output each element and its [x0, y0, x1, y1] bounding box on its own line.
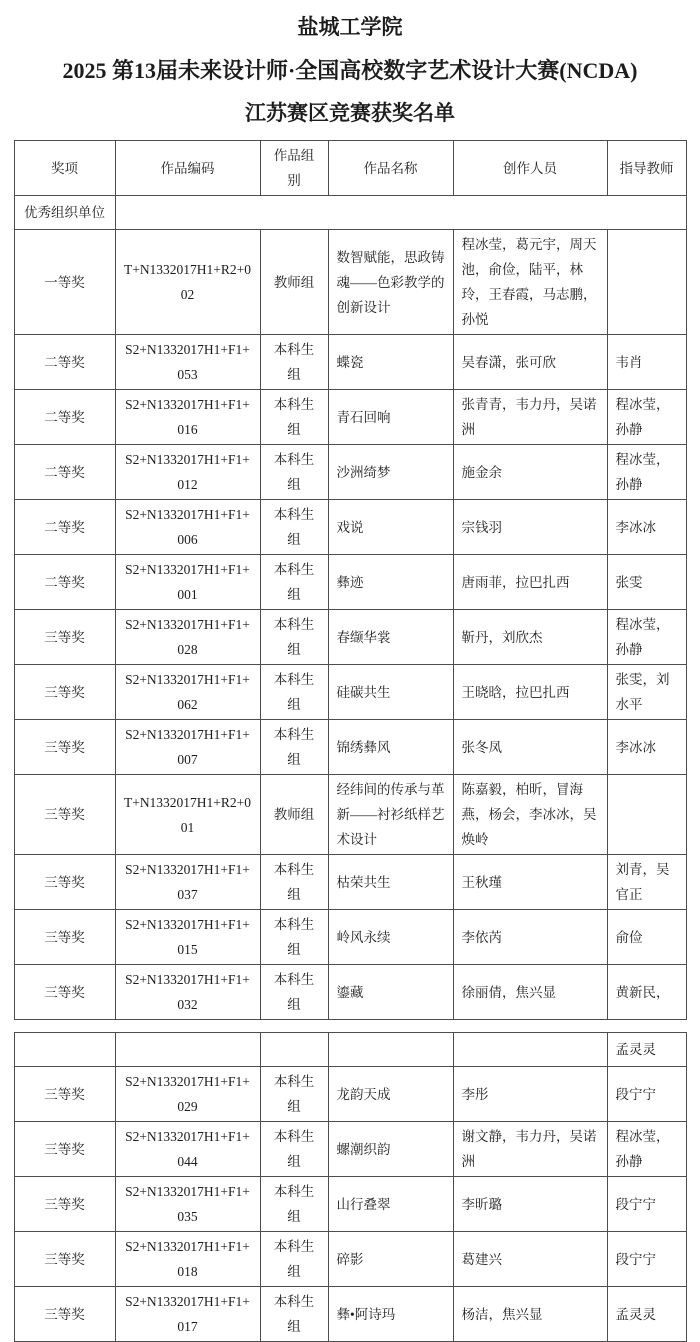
table-cell: S2+N1332017H1+F1+053 [115, 335, 260, 390]
table-cell: 彝•阿诗玛 [328, 1287, 453, 1342]
table-cell: 徐丽倩，焦兴显 [453, 965, 607, 1020]
table-cell: S2+N1332017H1+F1+012 [115, 445, 260, 500]
award-row [14, 1122, 686, 1177]
award-row [14, 665, 686, 720]
table-cell: 本科生组 [260, 500, 328, 555]
table-cell: 唐雨菲，拉巴扎西 [453, 555, 607, 610]
table-cell: 葛建兴 [453, 1232, 607, 1287]
table-cell: 段宁宁 [607, 1177, 686, 1232]
table-cell: 春缬华裳 [328, 610, 453, 665]
table-cell: 三等奖 [14, 1067, 115, 1122]
table-cell [260, 1033, 328, 1067]
table-cell [607, 230, 686, 335]
table-cell: 优秀组织单位 [14, 196, 115, 230]
table-cell: S2+N1332017H1+F1+037 [115, 855, 260, 910]
award-row [14, 230, 686, 335]
table-cell: 本科生组 [260, 665, 328, 720]
table-cell: 岭风永续 [328, 910, 453, 965]
table-cell [115, 1033, 260, 1067]
table-cell: 段宁宁 [607, 1067, 686, 1122]
page-title: 盐城工学院 [297, 15, 403, 39]
table-cell: 张冬凤 [453, 720, 607, 775]
award-row [14, 1177, 686, 1232]
award-row [14, 610, 686, 665]
award-row [14, 1232, 686, 1287]
table-cell: 本科生组 [260, 390, 328, 445]
table-cell: 俞俭 [607, 910, 686, 965]
award-row [14, 855, 686, 910]
table-cell: 三等奖 [14, 1122, 115, 1177]
table-cell: 程冰莹，孙静 [607, 445, 686, 500]
table-cell: 吴春潇，张可欣 [453, 335, 607, 390]
column-header: 作品名称 [328, 141, 453, 196]
table-cell: S2+N1332017H1+F1+001 [115, 555, 260, 610]
table-cell: 三等奖 [14, 855, 115, 910]
table-cell: 彝迹 [328, 555, 453, 610]
table-cell: S2+N1332017H1+F1+029 [115, 1067, 260, 1122]
award-row [14, 910, 686, 965]
table-cell: S2+N1332017H1+F1+028 [115, 610, 260, 665]
table-cell: 李冰冰 [607, 500, 686, 555]
table-cell: 本科生组 [260, 855, 328, 910]
table-cell: 龙韵天成 [328, 1067, 453, 1122]
table-cell: 韦肖 [607, 335, 686, 390]
table-cell: 螺潮织韵 [328, 1122, 453, 1177]
table-cell: 王晓晗，拉巴扎西 [453, 665, 607, 720]
table-cell: 三等奖 [14, 1287, 115, 1342]
table-cell: 宗钱羽 [453, 500, 607, 555]
table-cell: 施金余 [453, 445, 607, 500]
table-cell: 李依芮 [453, 910, 607, 965]
award-row [14, 720, 686, 775]
column-header: 创作人员 [453, 141, 607, 196]
award-row [14, 555, 686, 610]
table-cell: 本科生组 [260, 555, 328, 610]
table-cell: 教师组 [260, 775, 328, 855]
table-cell: S2+N1332017H1+F1+062 [115, 665, 260, 720]
table-cell: 孟灵灵 [607, 1287, 686, 1342]
table-cell: 本科生组 [260, 720, 328, 775]
table-cell: 二等奖 [14, 500, 115, 555]
table-cell: 戏说 [328, 500, 453, 555]
table-cell: 青石回响 [328, 390, 453, 445]
table-cell: 二等奖 [14, 335, 115, 390]
table-cell: 锦绣彝风 [328, 720, 453, 775]
table-cell: 硅碳共生 [328, 665, 453, 720]
table-cell: 杨洁，焦兴显 [453, 1287, 607, 1342]
column-header: 作品编码 [115, 141, 260, 196]
column-header: 奖项 [14, 141, 115, 196]
table-cell: 李彤 [453, 1067, 607, 1122]
table-cell: S2+N1332017H1+F1+018 [115, 1232, 260, 1287]
table-cell: 山行叠翠 [328, 1177, 453, 1232]
table-cell [115, 196, 686, 230]
table-cell: S2+N1332017H1+F1+044 [115, 1122, 260, 1177]
table-cell: 段宁宁 [607, 1232, 686, 1287]
table-cell: S2+N1332017H1+F1+006 [115, 500, 260, 555]
competition-title: 2025 第13届未来设计师·全国高校数字艺术设计大赛(NCDA) [62, 58, 638, 83]
table-cell: 刘青，吴官正 [607, 855, 686, 910]
table-cell: 本科生组 [260, 910, 328, 965]
table-cell: S2+N1332017H1+F1+035 [115, 1177, 260, 1232]
table-cell: 一等奖 [14, 230, 115, 335]
table-cell: S2+N1332017H1+F1+032 [115, 965, 260, 1020]
table-cell: 三等奖 [14, 665, 115, 720]
table-cell: 枯荣共生 [328, 855, 453, 910]
award-row [14, 1033, 686, 1067]
award-row [14, 445, 686, 500]
award-row [14, 390, 686, 445]
table-cell: 三等奖 [14, 1177, 115, 1232]
award-row [14, 775, 686, 855]
table-cell: 三等奖 [14, 610, 115, 665]
table-cell: 教师组 [260, 230, 328, 335]
table-cell: S2+N1332017H1+F1+015 [115, 910, 260, 965]
table-cell: 黄新民， [607, 965, 686, 1020]
table-cell: 碎影 [328, 1232, 453, 1287]
table-cell: 本科生组 [260, 1122, 328, 1177]
table-cell: S2+N1332017H1+F1+017 [115, 1287, 260, 1342]
table-cell: 二等奖 [14, 390, 115, 445]
table-cell: 程冰莹，孙静 [607, 390, 686, 445]
column-header: 指导教师 [607, 141, 686, 196]
table-cell: 三等奖 [14, 910, 115, 965]
table-cell: 沙洲绮梦 [328, 445, 453, 500]
table-cell: 本科生组 [260, 445, 328, 500]
table-cell: 数智赋能，思政铸魂——色彩教学的创新设计 [328, 230, 453, 335]
award-row [14, 196, 686, 230]
awards-table-2 [14, 1032, 687, 1342]
table-cell: 鎏藏 [328, 965, 453, 1020]
table-cell: 本科生组 [260, 1287, 328, 1342]
award-row [14, 500, 686, 555]
table-cell: T+N1332017H1+R2+001 [115, 775, 260, 855]
table-cell: 本科生组 [260, 335, 328, 390]
table-cell: 二等奖 [14, 445, 115, 500]
table-cell: 张青青，韦力丹，吴诺洲 [453, 390, 607, 445]
table-cell: 程冰莹，孙静 [607, 1122, 686, 1177]
awards-table-1 [14, 140, 687, 1020]
table-cell [453, 1033, 607, 1067]
table-cell: 陈嘉毅，柏昕，冒海燕，杨会，李冰冰，吴焕岭 [453, 775, 607, 855]
table-cell: 本科生组 [260, 1232, 328, 1287]
table-cell: 三等奖 [14, 720, 115, 775]
table-cell [328, 1033, 453, 1067]
table-cell: 孟灵灵 [607, 1033, 686, 1067]
table-cell: 张雯 [607, 555, 686, 610]
table-cell: 本科生组 [260, 610, 328, 665]
award-row [14, 965, 686, 1020]
table-cell: 经纬间的传承与革新——衬衫纸样艺术设计 [328, 775, 453, 855]
table-cell: 王秋瑾 [453, 855, 607, 910]
table-cell: 靳丹，刘欣杰 [453, 610, 607, 665]
table-cell: 张雯，刘水平 [607, 665, 686, 720]
table-cell: 二等奖 [14, 555, 115, 610]
table-cell: 本科生组 [260, 1177, 328, 1232]
table-cell: 三等奖 [14, 1232, 115, 1287]
table-cell: 本科生组 [260, 965, 328, 1020]
table-cell: 三等奖 [14, 775, 115, 855]
table-cell: 程冰莹，孙静 [607, 610, 686, 665]
award-row [14, 1287, 686, 1342]
table-cell: S2+N1332017H1+F1+016 [115, 390, 260, 445]
table-cell: 本科生组 [260, 1067, 328, 1122]
table-cell: 谢文静，韦力丹，吴诺洲 [453, 1122, 607, 1177]
table-cell: T+N1332017H1+R2+002 [115, 230, 260, 335]
table-cell: 三等奖 [14, 965, 115, 1020]
table-cell: S2+N1332017H1+F1+007 [115, 720, 260, 775]
table-cell: 李昕璐 [453, 1177, 607, 1232]
table-cell: 李冰冰 [607, 720, 686, 775]
table-cell: 程冰莹，葛元宇，周天池，俞俭，陆平，林玲，王春霞，马志鹏，孙悦 [453, 230, 607, 335]
table-cell [14, 1033, 115, 1067]
table-cell: 蝶瓷 [328, 335, 453, 390]
award-row [14, 1067, 686, 1122]
column-header: 作品组别 [260, 141, 328, 196]
award-row [14, 335, 686, 390]
table-header-row [14, 141, 686, 196]
document-header [0, 0, 700, 126]
table-cell [607, 775, 686, 855]
list-subtitle: 江苏赛区竞赛获奖名单 [245, 101, 455, 125]
